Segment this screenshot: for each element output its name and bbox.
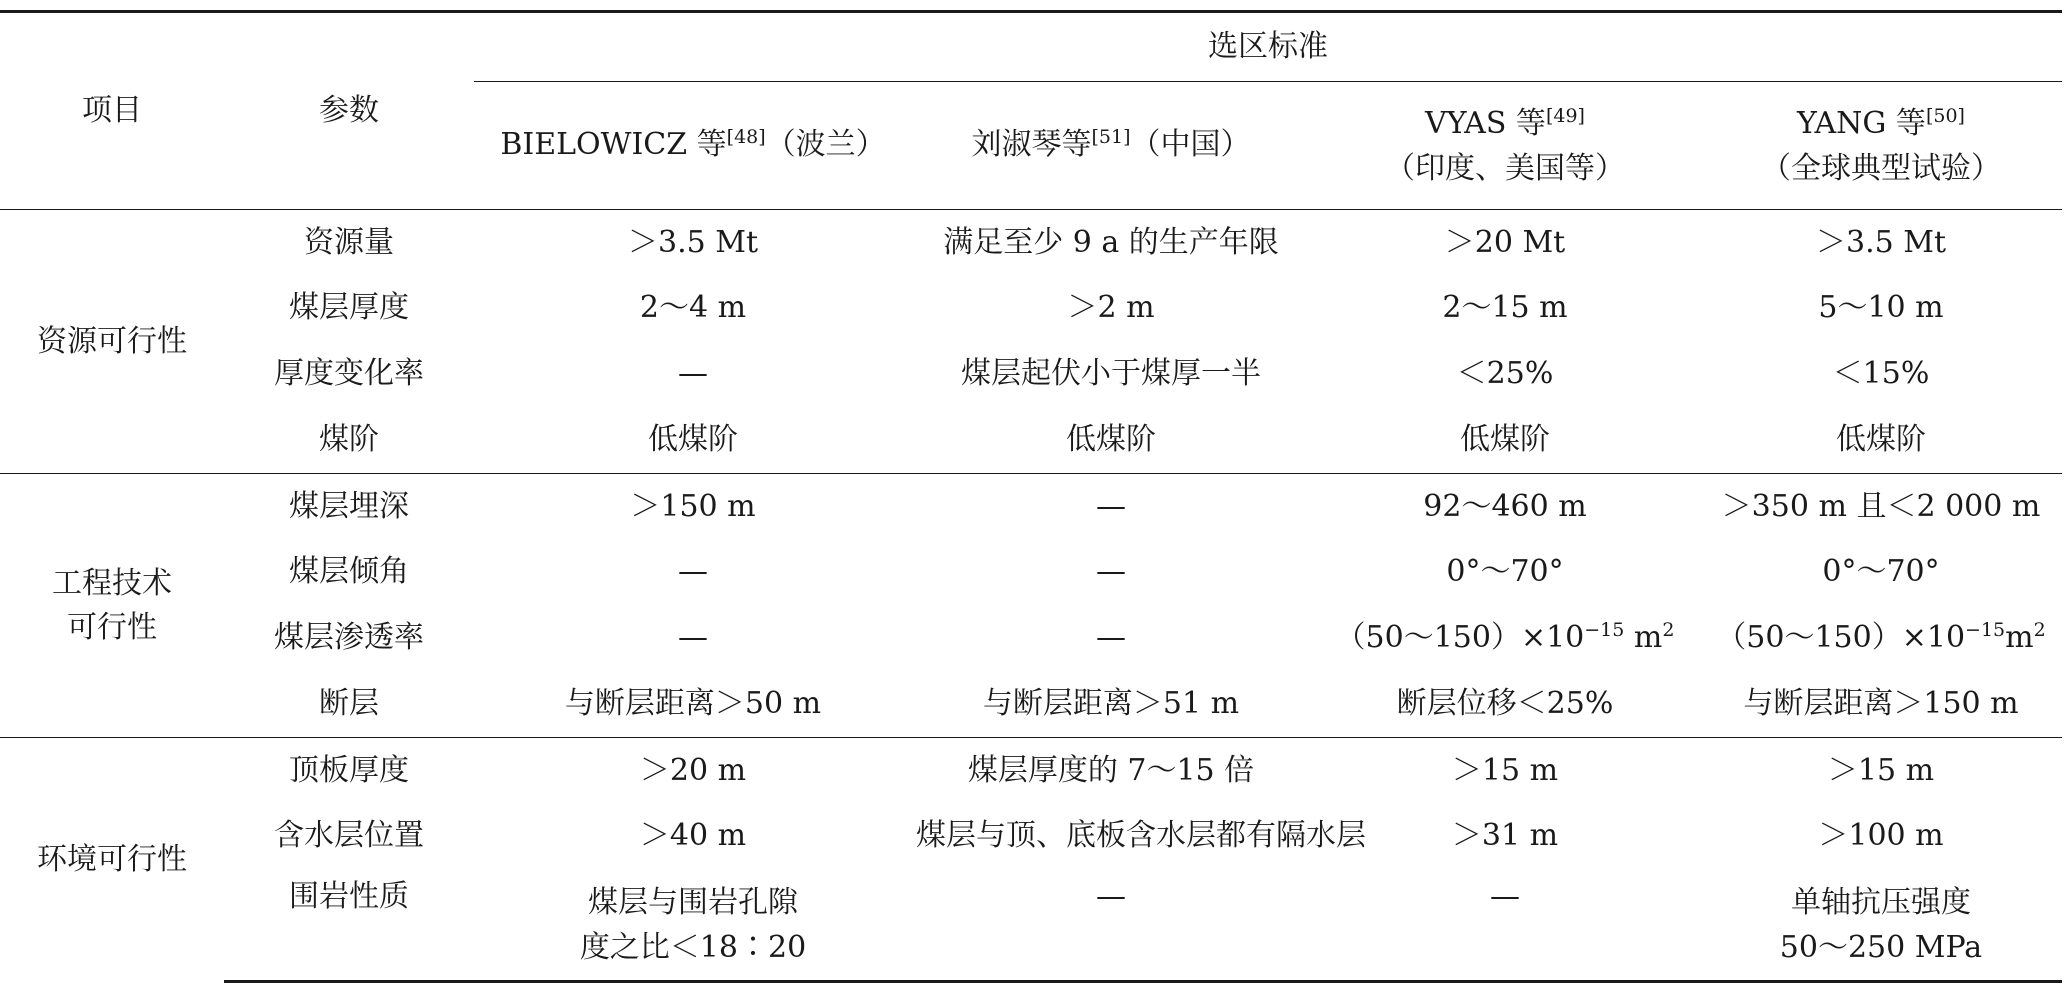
- value-cell: ＞150 m: [474, 474, 912, 540]
- param-cell: 资源量: [224, 210, 474, 276]
- value-cell: ＞15 m: [1310, 738, 1700, 804]
- value-cell: 煤层起伏小于煤厚一半: [961, 356, 1261, 392]
- value-cell: 与断层距离＞150 m: [1743, 686, 2019, 721]
- value-cell: ＜15%: [1832, 356, 1930, 392]
- table-row: [0, 210, 2062, 276]
- value-cell: —: [678, 356, 708, 392]
- table-row: [0, 606, 2062, 672]
- value-cell: 92～460 m: [1310, 474, 1700, 540]
- value-cell: —: [912, 870, 1310, 982]
- value-cell: —: [1310, 870, 1700, 982]
- param-cell: 煤层厚度: [289, 290, 409, 326]
- param-cell: 煤层渗透率: [274, 620, 424, 656]
- table-row: [0, 474, 2062, 540]
- value-cell: ＞3.5 Mt: [1700, 210, 2062, 276]
- header-col-vyas: VYAS 等[49] （印度、美国等）: [1385, 104, 1625, 186]
- param-cell: 煤阶: [319, 422, 379, 457]
- value-cell: 与断层距离＞51 m: [982, 686, 1240, 721]
- value-cell: 煤层与顶、底板含水层都有隔水层: [916, 818, 1366, 854]
- value-cell: 2～15 m: [1442, 290, 1568, 326]
- value-cell: 0°～70°: [1446, 554, 1564, 590]
- value-cell: ＞31 m: [1451, 818, 1559, 854]
- value-cell: 单轴抗压强度 50～250 MPa: [1700, 870, 2062, 982]
- value-cell: ＞100 m: [1818, 818, 1944, 854]
- value-cell: 低煤阶: [1460, 422, 1550, 457]
- param-cell: 顶板厚度: [224, 738, 474, 804]
- value-cell: —: [912, 474, 1310, 540]
- value-cell: ＞3.5 Mt: [474, 210, 912, 276]
- table-row: [0, 738, 2062, 804]
- param-cell: 含水层位置: [274, 818, 424, 854]
- value-cell: 2～4 m: [639, 290, 747, 326]
- value-cell: 煤层厚度的 7～15 倍: [912, 738, 1310, 804]
- header-col-yang: YANG 等[50] （全球典型试验）: [1761, 104, 2001, 186]
- value-cell: —: [678, 554, 708, 590]
- value-cell: —: [678, 620, 708, 656]
- value-cell: 断层位移＜25%: [1396, 686, 1614, 721]
- value-cell: ＞350 m 且＜2 000 m: [1700, 474, 2062, 540]
- value-cell: ＞20 m: [474, 738, 912, 804]
- value-cell: ＞15 m: [1700, 738, 2062, 804]
- value-cell: ＞40 m: [639, 818, 747, 854]
- table-row: [0, 672, 2062, 738]
- header-param: 参数: [224, 12, 474, 210]
- value-cell-permeability: $(50\sim 150)\times 10^{-15}m^2$: [1716, 619, 2046, 656]
- value-cell: 0°～70°: [1822, 554, 1940, 590]
- value-cell: 低煤阶: [648, 422, 738, 457]
- value-cell: —: [1096, 554, 1126, 590]
- header-col-bielowicz: BIELOWICZ 等[48]（波兰）: [500, 126, 886, 163]
- table-row: [0, 408, 2062, 474]
- value-cell: —: [1096, 620, 1126, 656]
- header-col-liu: 刘淑琴等[51]（中国）: [971, 126, 1251, 163]
- param-cell: 围岩性质: [224, 870, 474, 982]
- coal-gasification-site-selection-table: [0, 10, 2062, 983]
- value-cell: 5～10 m: [1818, 290, 1944, 326]
- value-cell: 低煤阶: [1066, 422, 1156, 457]
- header-item: 项目: [0, 12, 224, 210]
- param-cell: 断层: [319, 686, 379, 721]
- table-row: [0, 870, 2062, 982]
- table-row: [0, 804, 2062, 870]
- table-row: [0, 276, 2062, 342]
- group-label-environment: 环境可行性: [0, 738, 224, 982]
- value-cell: 煤层与围岩孔隙 度之比＜18∶20: [474, 870, 912, 982]
- value-cell: ＞2 m: [1067, 290, 1155, 326]
- param-cell: 煤层倾角: [289, 554, 409, 590]
- group-label-resource: 资源可行性: [0, 210, 224, 474]
- header-criteria: 选区标准: [474, 12, 2062, 82]
- table-row: [0, 342, 2062, 408]
- value-cell: ＞20 Mt: [1310, 210, 1700, 276]
- value-cell: 低煤阶: [1836, 422, 1926, 457]
- value-cell: ＜25%: [1456, 356, 1554, 392]
- value-cell-permeability: $(50\sim 150)\times 10^{-15}$ $m^2$: [1335, 619, 1675, 656]
- param-cell: 煤层埋深: [224, 474, 474, 540]
- param-cell: 厚度变化率: [274, 356, 424, 392]
- group-label-engineering: 工程技术 可行性: [0, 474, 224, 738]
- value-cell: 满足至少 9 a 的生产年限: [912, 210, 1310, 276]
- table-row: [0, 540, 2062, 606]
- value-cell: 与断层距离＞50 m: [564, 686, 822, 721]
